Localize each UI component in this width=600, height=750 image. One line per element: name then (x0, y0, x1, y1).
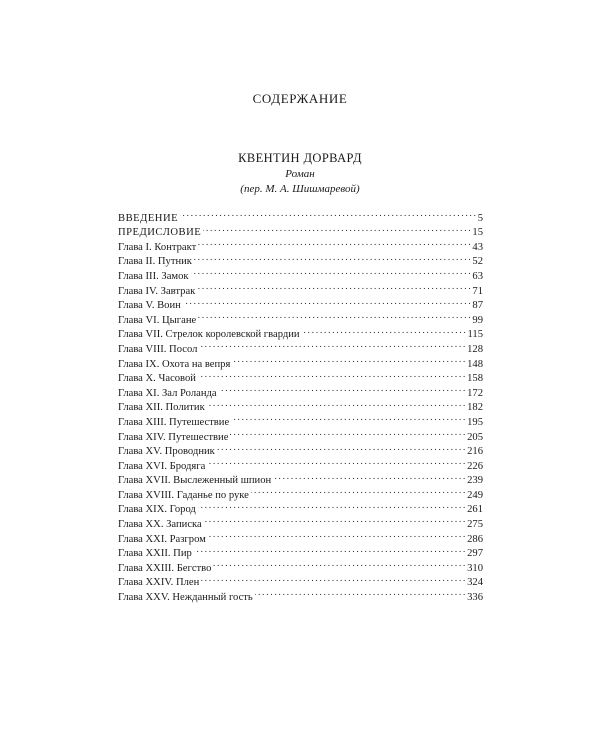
toc-entry-page-number: 71 (472, 285, 483, 297)
toc-entry-title: Глава XXIV. Плен (118, 577, 200, 589)
toc-entry-page-number: 261 (467, 504, 483, 516)
dot-leader (198, 235, 470, 250)
work-translator: (пер. М. А. Шишмаревой) (240, 183, 360, 195)
toc-entry-title: Глава XVI. Бродяга (118, 460, 206, 472)
toc-entry[interactable] (118, 206, 483, 224)
dot-leader (198, 367, 465, 382)
toc-entry-page-number: 182 (467, 402, 483, 414)
page-heading: СОДЕРЖАНИЕ (252, 91, 348, 106)
toc-entry-title: Глава XI. Зал Роланда (118, 387, 217, 399)
dot-leader (201, 571, 465, 586)
toc-entry-page-number: 249 (467, 489, 483, 501)
toc-entry-page-number: 324 (467, 577, 483, 589)
toc-entry-title: Глава XVII. Выслеженный шпион (118, 475, 272, 487)
toc-entry-page-number: 195 (467, 416, 483, 428)
dot-leader (194, 542, 465, 557)
toc-entry-page-number: 43 (472, 241, 483, 253)
toc-entry-title: Глава XXI. Разгром (118, 533, 206, 545)
toc-entry-title: ПРЕДИСЛОВИЕ (118, 227, 202, 239)
toc-entry-page-number: 52 (472, 256, 483, 268)
toc-entry-title: Глава II. Путник (118, 256, 192, 268)
dot-leader (207, 454, 465, 469)
toc-entry-page-number: 63 (472, 270, 483, 282)
dot-leader (208, 527, 465, 542)
dot-leader (191, 264, 471, 279)
toc-entry-title: Глава IX. Охота на вепря (118, 358, 231, 370)
toc-entry-page-number: 99 (472, 314, 483, 326)
toc-entry-page-number: 87 (472, 300, 483, 312)
toc-entry-page-number: 148 (467, 358, 483, 370)
dot-leader (273, 469, 465, 484)
toc-entry-title: Глава X. Часовой (118, 373, 196, 385)
toc-entry-page-number: 216 (467, 446, 483, 458)
toc-entry-title: Глава III. Замок (118, 270, 189, 282)
toc-entry-title: Глава XXV. Нежданный гость (118, 592, 253, 604)
toc-entry-title: Глава I. Контракт (118, 241, 197, 253)
toc-entry-page-number: 172 (467, 387, 483, 399)
dot-leader (197, 279, 470, 294)
toc-entry-page-number: 205 (467, 431, 483, 443)
toc-entry-title: Глава VIII. Посол (118, 343, 198, 355)
toc-entry-page-number: 158 (467, 373, 483, 385)
toc-entry-title: Глава XVIII. Гаданье по руке (118, 489, 249, 501)
toc-entry-title: Глава VI. Цыгане (118, 314, 197, 326)
dot-leader (251, 483, 465, 498)
toc-entry-page-number: 275 (467, 519, 483, 531)
toc-entry-page-number: 286 (467, 533, 483, 545)
dot-leader (199, 337, 465, 352)
toc-entry-page-number: 15 (472, 227, 483, 239)
toc-entry-title: Глава IV. Завтрак (118, 285, 196, 297)
toc-entry-page-number: 115 (467, 329, 483, 341)
dot-leader (255, 585, 465, 600)
dot-leader (230, 425, 465, 440)
dot-leader (204, 512, 465, 527)
toc-entry-title: Глава XXIII. Бегство (118, 562, 212, 574)
toc-entry-title: Глава V. Воин (118, 300, 181, 312)
dot-leader (198, 308, 470, 323)
toc-entry-title: Глава XII. Политик (118, 402, 205, 414)
dot-leader (219, 381, 466, 396)
toc-entry-page-number: 336 (467, 592, 483, 604)
table-of-contents (118, 206, 483, 604)
toc-entry-page-number: 297 (467, 548, 483, 560)
work-title: КВЕНТИН ДОРВАРД (238, 151, 362, 165)
toc-entry-page-number: 226 (467, 460, 483, 472)
dot-leader (183, 294, 471, 309)
dot-leader (217, 440, 465, 455)
dot-leader (198, 498, 465, 513)
dot-leader (302, 323, 466, 338)
toc-entry-title: Глава XXII. Пир (118, 548, 192, 560)
dot-leader (232, 352, 465, 367)
dot-leader (180, 206, 476, 221)
toc-entry-title: Глава XIX. Город (118, 504, 196, 516)
toc-entry-title: Глава XIV. Путешествие (118, 431, 229, 443)
dot-leader (231, 410, 465, 425)
dot-leader (213, 556, 465, 571)
toc-entry-page-number: 5 (477, 212, 483, 224)
work-genre: Роман (285, 168, 315, 180)
toc-entry-title: ВВЕДЕНИЕ (118, 212, 179, 224)
toc-entry-title: Глава VII. Стрелок королевской гвардии (118, 329, 300, 341)
toc-entry-title: Глава XV. Проводник (118, 446, 215, 458)
dot-leader (194, 250, 470, 265)
toc-entry-title: Глава XX. Записка (118, 519, 202, 531)
dot-leader (207, 396, 465, 411)
dot-leader (203, 221, 470, 236)
toc-entry-page-number: 239 (467, 475, 483, 487)
toc-entry-title: Глава XIII. Путешествие (118, 416, 230, 428)
toc-entry-page-number: 128 (467, 343, 483, 355)
toc-entry-page-number: 310 (467, 562, 483, 574)
